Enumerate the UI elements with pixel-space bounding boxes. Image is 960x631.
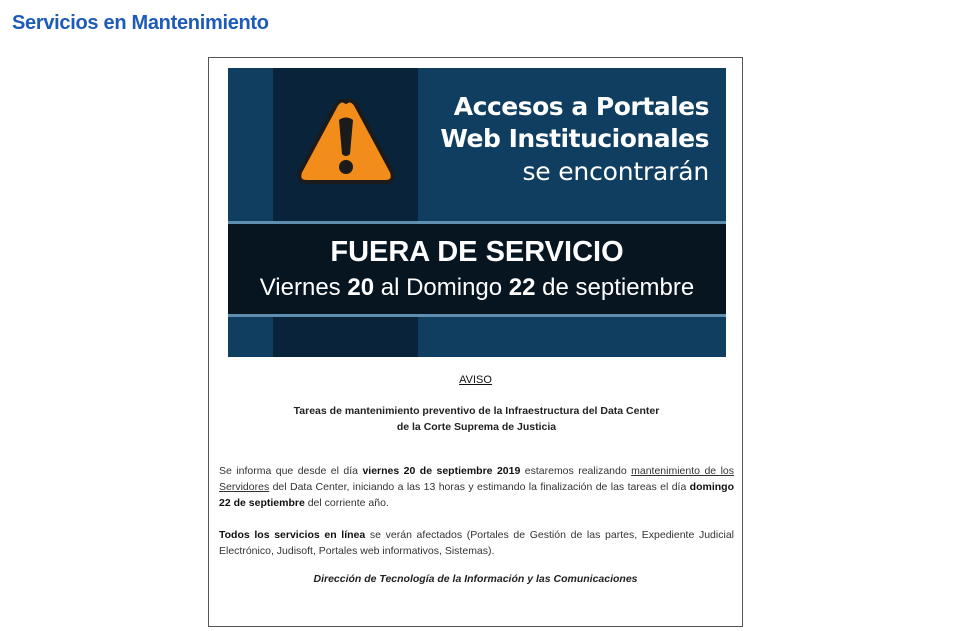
p1-text-a: Se informa que desde el día	[219, 465, 363, 477]
p2-affected-services: Todos los servicios en línea	[219, 529, 366, 541]
dates-text-2: al Domingo	[374, 274, 509, 301]
p2-text-b: se verán afectados (Portales de Gestión de las partes, Expediente Judicial Electrónico, Judisoft, Portales web informativos, Sistemas).	[219, 529, 734, 557]
banner-headline	[440, 91, 709, 189]
notice-paragraph-2	[219, 527, 734, 559]
subject-line-1: Tareas de mantenimiento preventivo de la Infraestructura del Data Center	[293, 405, 660, 417]
dates-text-1: Viernes	[259, 274, 348, 301]
page-title: Servicios en Mantenimiento	[12, 12, 269, 34]
maintenance-notice	[208, 57, 743, 627]
dates-day-1: 20	[347, 274, 375, 301]
notice-paragraph-1	[219, 463, 734, 511]
notice-subject	[249, 403, 704, 435]
notice-signature: Dirección de Tecnología de la Información y las Comunicaciones	[313, 573, 638, 585]
maintenance-banner	[228, 68, 726, 357]
dates-day-2: 22	[508, 274, 536, 301]
headline-line-1: Accesos a Portales	[453, 92, 709, 121]
headline-line-2: Web Institucionales	[440, 124, 709, 153]
p1-text-c: estaremos realizando	[520, 465, 632, 477]
subject-line-2: de la Corte Suprema de Justicia	[396, 421, 557, 433]
p1-date-start: viernes 20 de septiembre 2019	[362, 465, 521, 477]
headline-line-3: se encontrarán	[522, 157, 709, 186]
banner-divider-bottom	[228, 314, 726, 317]
out-of-service-label: FUERA DE SERVICIO	[330, 236, 624, 268]
p1-text-g: del corriente año.	[304, 497, 389, 509]
p1-text-e: del Data Center, iniciando a las 13 horas y estimando la finalización de las tareas el día	[269, 481, 690, 493]
dates-text-3: de septiembre	[535, 274, 695, 301]
warning-triangle-icon	[295, 96, 397, 188]
p1-servers-maintenance: mantenimiento de los Servidores	[219, 465, 734, 493]
outage-dates	[228, 274, 726, 302]
notice-heading: AVISO	[459, 374, 492, 386]
p1-date-end: domingo 22 de septiembre	[219, 481, 734, 509]
